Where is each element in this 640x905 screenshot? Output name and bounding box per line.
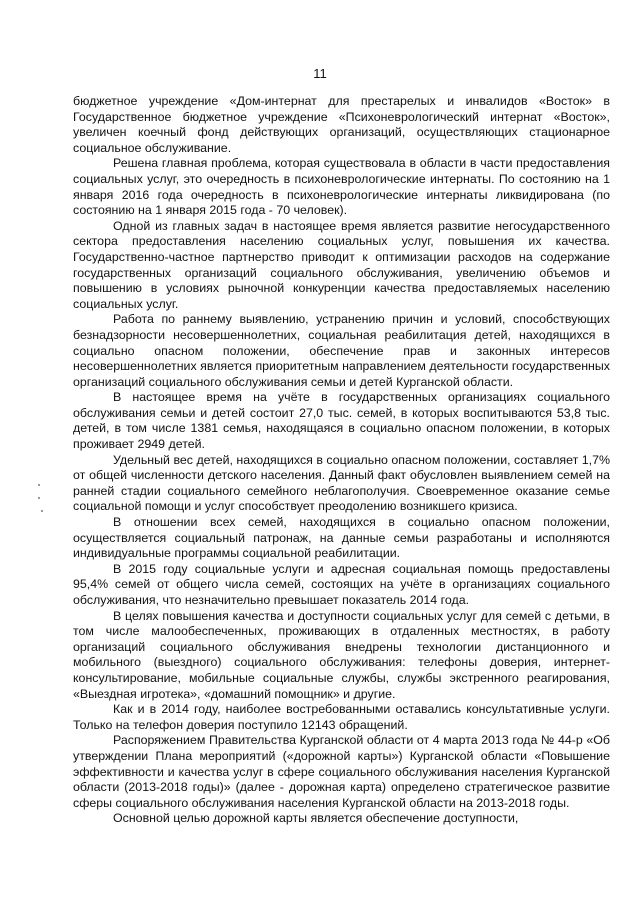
paragraph: В целях повышения качества и доступности социальных услуг для семей с детьми, в том числе малообеспеченных, проживающих в отдаленных местностях, в работу организаций социального обслуживания внедрены технологии дистанционного и мобильного (выездного) социального обслуживания: телефоны доверия, интернет-консультирование, мобильные социальные службы, службы экстренного реагирования, «Выездная игротека», «домашний помощник» и другие. [73, 608, 610, 701]
paragraph: Решена главная проблема, которая существовала в области в части предоставления социальных услуг, это очередность в психоневрологические интернаты. По состоянию на 1 января 2016 года очередность в психоневрологические интернаты ликвидирована (по состоянию на 1 января 2015 года - 70 человек). [73, 156, 610, 218]
paragraph: В 2015 году социальные услуги и адресная социальная помощь предоставлены 95,4% семей от общего числа семей, состоящих на учёте в организациях социального обслуживания, что незначительно превышает показатель 2014 года. [73, 561, 610, 607]
paragraph: Удельный вес детей, находящихся в социально опасном положении, составляет 1,7% от общей численности детского населения. Данный факт обусловлен выявлением семей на ранней стадии социального семейного неблагополучия. Своевременное оказание семье социальной помощи и услуг способствует преодолению возникшего кризиса. [73, 452, 610, 514]
scan-speck [38, 497, 40, 499]
scan-speck [41, 510, 43, 512]
paragraph: Как и в 2014 году, наиболее востребованными оставались консультативные услуги. Только на телефон доверия поступило 12143 обращений. [73, 702, 610, 732]
scan-speck [38, 484, 40, 486]
paragraph: В настоящее время на учёте в государственных организациях социального обслуживания семьи и детей состоит 27,0 тыс. семей, в которых воспитываются 53,8 тыс. детей, в том числе 1381 семья, находящаяся в социально опасном положении, в которых проживает 2949 детей. [73, 390, 610, 452]
document-body [73, 94, 610, 827]
paragraph: Распоряжением Правительства Курганской области от 4 марта 2013 года № 44-р «Об утверждении Плана мероприятий («дорожной карты») Курганской области «Повышение эффективности и качества услуг в сфере социального обслуживания населения Курганской области (2013-2018 годы)» (далее - дорожная карта) определено стратегическое развитие сферы социального обслуживания населения Курганской области на 2013-2018 годы. [73, 733, 610, 810]
paragraph: В отношении всех семей, находящихся в социально опасном положении, осуществляется социальный патронаж, на данные семьи разработаны и исполняются индивидуальные программы социальной реабилитации. [73, 515, 610, 561]
page-number: 11 [313, 66, 327, 81]
paragraph: Одной из главных задач в настоящее время является развитие негосударственного сектора предоставления населению социальных услуг, повышения их качества. Государственно-частное партнерство приводит к оптимизации расходов на содержание государственных организаций социального обслуживания, увеличению объемов и повышению в условиях рыночной конкуренции качества предоставляемых населению социальных услуг. [73, 218, 610, 311]
paragraph: Работа по раннему выявлению, устранению причин и условий, способствующих безнадзорности несовершеннолетних, социальная реабилитация детей, находящихся в социально опасном положении, обеспечение прав и законных интересов несовершеннолетних является приоритетным направлением деятельности государственных организаций социального обслуживания семьи и детей Курганской области. [73, 312, 610, 389]
paragraph: Основной целью дорожной карты является обеспечение доступности, [113, 811, 519, 826]
paragraph-continuation: бюджетное учреждение «Дом-интернат для престарелых и инвалидов «Восток» в Государственное бюджетное учреждение «Психоневрологический интернат «Восток», увеличен коечный фонд действующих организаций, осуществляющих стационарное социальное обслуживание. [73, 94, 610, 155]
